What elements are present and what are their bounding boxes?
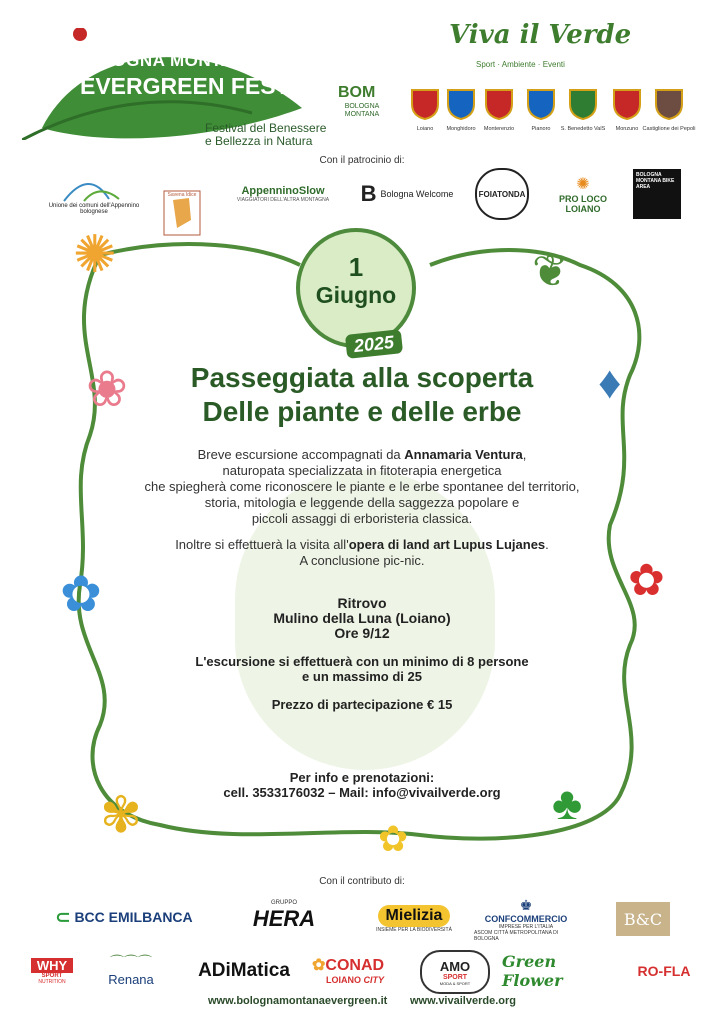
visit-prefix: Inoltre si effettuerà la visita all': [175, 537, 349, 552]
patron-name: Bologna Welcome: [380, 189, 454, 199]
price: Prezzo di partecipazione € 15: [271, 697, 453, 712]
municipality-name: Loiano: [416, 126, 434, 132]
municipality-crest-icon: [524, 84, 558, 120]
sponsor-rofla: RO-FLA: [637, 963, 691, 979]
patron-savena-idice: [160, 168, 204, 220]
sponsor-name: AMO: [439, 958, 471, 974]
clover-icon: ♣: [552, 777, 583, 829]
description-line2: naturopata specializzata in fitoterapia energetica: [222, 463, 502, 478]
conad-city: CITY: [363, 975, 385, 985]
description-line5: piccoli assaggi di erboristeria classica.: [251, 511, 473, 526]
flower-icon: ✿: [60, 566, 102, 622]
sponsor-name: Mielizia: [378, 905, 451, 927]
bologna-welcome-icon: B: [360, 181, 377, 206]
sun-icon: ✺: [73, 226, 117, 284]
patron-name: PRO LOCO LOIANO: [558, 194, 607, 214]
fest-title-line1: BOLOGNA MONTANA: [75, 51, 260, 70]
amo-sub: SPORT: [442, 973, 468, 981]
patron-pro-loco-loiano: [548, 168, 618, 220]
patron-foiatonda: [474, 168, 530, 220]
visit-line: [0, 537, 724, 552]
event-title-line1: Passeggiata alla scoperta: [190, 362, 534, 393]
sponsor-amo-sport: [420, 950, 490, 994]
fest-title-line2: EVERGREEN FEST: [80, 73, 290, 99]
meeting-place: Mulino della Luna (Loiano): [273, 610, 451, 626]
bom-name-line1: BOLOGNA: [344, 103, 380, 110]
patron-bologna-welcome: [352, 168, 462, 220]
desc-prefix: Breve escursione accompagnati da: [197, 447, 405, 462]
description-line1: [0, 447, 724, 462]
sponsor-mielizia: [364, 898, 464, 940]
viva-il-verde-tagline: Sport · Ambiente · Eventi: [476, 60, 565, 69]
municipality-crest-icon: [610, 84, 644, 120]
min-participants-line2: e un massimo di 25: [302, 669, 422, 684]
event-year: 2025: [352, 331, 395, 357]
fest-subtitle-line2: e Bellezza in Natura: [205, 134, 313, 148]
conad-flower-icon: ✿: [312, 957, 326, 974]
min-participants-line1: L'escursione si effettuerà con un minimo di 8 persone: [195, 654, 529, 669]
municipality-crest-icon: [482, 84, 516, 120]
municipality-crest-icon: [652, 84, 686, 120]
guide-name: Annamaria Ventura: [404, 447, 523, 462]
desc-suffix: ,: [522, 447, 527, 462]
municipality-name: Castiglione dei Pepoli: [642, 126, 696, 132]
patronage-label: Con il patrocinio di:: [319, 155, 405, 166]
appennino-tagline: VIAGGIATORI DELL'ALTRA MONTAGNA: [236, 197, 330, 203]
eagle-icon: ♚: [519, 896, 533, 913]
patron-bike-area: [632, 168, 682, 220]
municipality-name: Pianoro: [531, 126, 551, 132]
municipality-crest-icon: [408, 84, 442, 120]
fest-subtitle-line1: Festival del Benessere: [205, 121, 327, 135]
patron-name: FOIATONDA: [475, 168, 529, 220]
picnic-line: A conclusione pic-nic.: [299, 553, 425, 568]
viva-il-verde-logo: Viva il Verde: [449, 20, 632, 50]
sponsor-name: HERA: [252, 906, 316, 931]
sponsor-bcc-emilbanca: [44, 904, 204, 930]
patron-appennino-slow: [228, 168, 338, 220]
bridge-icon: ⌒⌒⌒: [110, 953, 152, 970]
event-month: Giugno: [315, 282, 397, 308]
sponsor-name: WHY: [31, 958, 73, 973]
sponsors-label: Con il contributo di:: [319, 876, 405, 887]
patron-name: Savena Idice: [167, 192, 197, 198]
patron-name: Unione dei comuni dell'Appennino bolognese: [48, 203, 140, 215]
meeting-label: Ritrovo: [337, 595, 387, 611]
sponsor-confcommercio: [474, 896, 578, 942]
confcommercio-sub1: IMPRESE PER L'ITALIA: [498, 923, 554, 930]
event-day: 1: [348, 252, 364, 282]
sponsor-hera: [236, 898, 332, 934]
municipality-name: Monzuno: [615, 126, 639, 132]
patron-name: BOLOGNA MONTANA BIKE AREA: [633, 169, 681, 219]
patron-name: AppenninoSlow: [241, 185, 325, 197]
poppy-icon: ✿: [628, 556, 665, 605]
sponsor-conad: [312, 950, 408, 990]
sponsor-why-sport: [26, 954, 78, 988]
website-link-evergreen[interactable]: www.bolognamontanaevergreen.it: [208, 995, 388, 1007]
website-link-vivailverde[interactable]: www.vivailverde.org: [410, 995, 516, 1007]
sponsor-renana: [100, 948, 162, 990]
conad-sub: LOIANO: [326, 975, 361, 985]
description-line4: storia, mitologia e leggende della saggezza popolare e: [204, 495, 520, 510]
municipality-crest-icon: [566, 84, 600, 120]
oak-leaf-icon: ❦: [532, 247, 569, 296]
fest-subtitle: [205, 122, 326, 148]
sponsor-name: CONFCOMMERCIO: [484, 913, 568, 924]
municipality-name: Monterenzio: [483, 126, 515, 132]
sponsor-name: CONAD: [325, 957, 385, 974]
sponsor-green-flower: Green Flower: [502, 952, 563, 990]
contact-info: cell. 3533176032 – Mail: info@vivailverde.org: [223, 785, 501, 800]
why-sport-sub2: NUTRITION: [38, 978, 66, 985]
bom-name-line2: MONTANA: [344, 111, 380, 118]
land-art-name: opera di land art Lupus Lujanes: [348, 537, 546, 552]
info-label: Per info e prenotazioni:: [289, 770, 435, 785]
meeting-time: Ore 9/12: [334, 625, 390, 641]
sponsor-adimatica: ADiMatica: [198, 960, 290, 981]
description-line3: che spiegherà come riconoscere le piante e le erbe spontanee del territorio,: [144, 479, 580, 494]
bom-logo: BOM: [338, 84, 376, 101]
mountain-icon: [59, 173, 129, 203]
bcc-icon: ⊂: [55, 906, 71, 927]
bird-icon: ♦: [598, 356, 622, 408]
mielizia-tagline: INSIEME PER LA BIODIVERSITÀ: [376, 927, 452, 933]
hera-gruppo: GRUPPO: [270, 900, 297, 906]
visit-suffix: .: [545, 537, 549, 552]
yellow-flower-icon: ✿: [378, 818, 409, 859]
confcommercio-sub2: ASCOM CITTÀ METROPOLITANA DI BOLOGNA: [474, 929, 559, 942]
municipality-name: S. Benedetto ValS: [560, 126, 606, 132]
municipality-crest-icon: [444, 84, 478, 120]
why-sport-sub: SPORT: [41, 972, 63, 979]
patron-unione-appennino: [48, 168, 140, 220]
municipality-name: Monghidoro: [446, 126, 476, 132]
sponsor-name: Renana: [108, 971, 154, 987]
sponsor-bc: B&C: [616, 902, 670, 936]
sun-icon: ✺: [576, 176, 590, 193]
bom-name: [338, 103, 386, 119]
event-title-line2: Delle piante e delle erbe: [202, 396, 522, 427]
amo-sub2: MODA & SPORT: [439, 980, 471, 986]
sponsor-name: BCC EMILBANCA: [74, 909, 193, 925]
bee-icon: ✾: [100, 787, 142, 843]
butterfly-icon: ❀: [86, 361, 128, 417]
